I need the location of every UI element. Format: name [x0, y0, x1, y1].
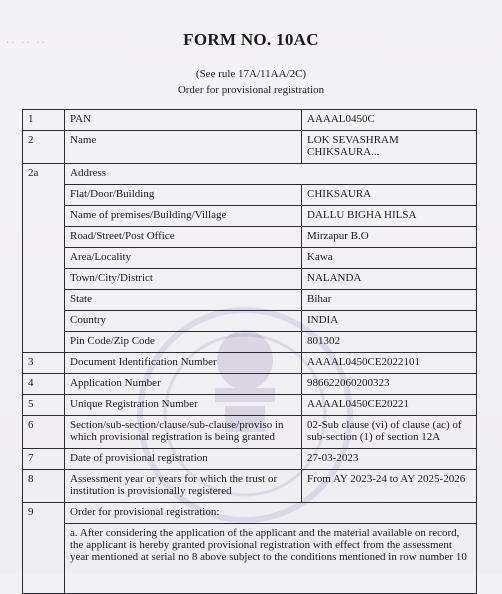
row-label: Town/City/District: [65, 269, 302, 290]
table-row: [23, 524, 477, 594]
table-row: [23, 227, 477, 248]
table-row: [23, 206, 477, 227]
row-label: Flat/Door/Building: [65, 185, 302, 206]
row-label: Unique Registration Number: [65, 395, 302, 416]
row-value: 02-Sub clause (vi) of clause (ac) of sub-section (1) of section 12A: [302, 416, 477, 449]
row-label: Order for provisional registration:: [65, 503, 477, 524]
table-row: [23, 353, 477, 374]
row-number: 5: [23, 395, 65, 416]
row-number: 3: [23, 353, 65, 374]
row-number: 4: [23, 374, 65, 395]
table-row: [23, 449, 477, 470]
row-label: Country: [65, 311, 302, 332]
row-value: INDIA: [302, 311, 477, 332]
form-title: FORM NO. 10AC: [183, 30, 319, 49]
row-label: Name: [65, 131, 302, 164]
row-label: Address: [65, 164, 477, 185]
row-label: PAN: [65, 110, 302, 131]
table-row: [23, 110, 477, 131]
row-value: 986622060200323: [302, 374, 477, 395]
row-value: DALLU BIGHA HILSA: [302, 206, 477, 227]
row-value: LOK SEVASHRAM CHIKSAURA...: [302, 131, 477, 164]
row-value: CHIKSAURA: [302, 185, 477, 206]
faint-bleedthrough-text: ·· ·· ··: [6, 38, 47, 49]
row-value: AAAAL0450CE2022101: [302, 353, 477, 374]
order-paragraph: a. After considering the application of the applicant and the material available on record, the applicant is hereby granted provisional registration with effect from the assessment year mentioned at serial no 8 above subject to the conditions mentioned in row number 10: [65, 524, 477, 594]
table-row: [23, 332, 477, 353]
table-row: [23, 164, 477, 185]
row-value: 27-03-2023: [302, 449, 477, 470]
row-value: From AY 2023-24 to AY 2025-2026: [302, 470, 477, 503]
table-row: [23, 290, 477, 311]
row-value: NALANDA: [302, 269, 477, 290]
registration-table: [22, 109, 477, 594]
row-label: Section/sub-section/clause/sub-clause/proviso in which provisional registration is being granted: [65, 416, 302, 449]
row-label: Document Identification Number: [65, 353, 302, 374]
form-subtitle: Order for provisional registration: [177, 84, 325, 96]
table-row: [23, 416, 477, 449]
row-label: Road/Street/Post Office: [65, 227, 302, 248]
table-row: [23, 470, 477, 503]
row-value: AAAAL0450C: [302, 110, 477, 131]
table-row: [23, 131, 477, 164]
table-row: [23, 503, 477, 524]
table-row: [23, 374, 477, 395]
row-number: 1: [23, 110, 65, 131]
row-label: State: [65, 290, 302, 311]
row-value: Mirzapur B.O: [302, 227, 477, 248]
row-value: 801302: [302, 332, 477, 353]
row-label: Date of provisional registration: [65, 449, 302, 470]
table-row: [23, 395, 477, 416]
row-label: Name of premises/Building/Village: [65, 206, 302, 227]
row-number: 6: [23, 416, 65, 449]
row-number: 2: [23, 131, 65, 164]
row-value: Kawa: [302, 248, 477, 269]
row-number: 8: [23, 470, 65, 503]
row-number: 2a: [23, 164, 65, 353]
row-value: AAAAL0450CE20221: [302, 395, 477, 416]
row-number: 9: [23, 503, 65, 594]
row-label: Pin Code/Zip Code: [65, 332, 302, 353]
table-row: [23, 311, 477, 332]
row-label: Application Number: [65, 374, 302, 395]
row-label: Area/Locality: [65, 248, 302, 269]
row-number: 7: [23, 449, 65, 470]
table-row: [23, 269, 477, 290]
table-row: [23, 185, 477, 206]
table-row: [23, 248, 477, 269]
row-label: Assessment year or years for which the trust or institution is provisionally registered: [65, 470, 302, 503]
rule-reference: (See rule 17A/11AA/2C): [195, 68, 307, 80]
row-value: Bihar: [302, 290, 477, 311]
